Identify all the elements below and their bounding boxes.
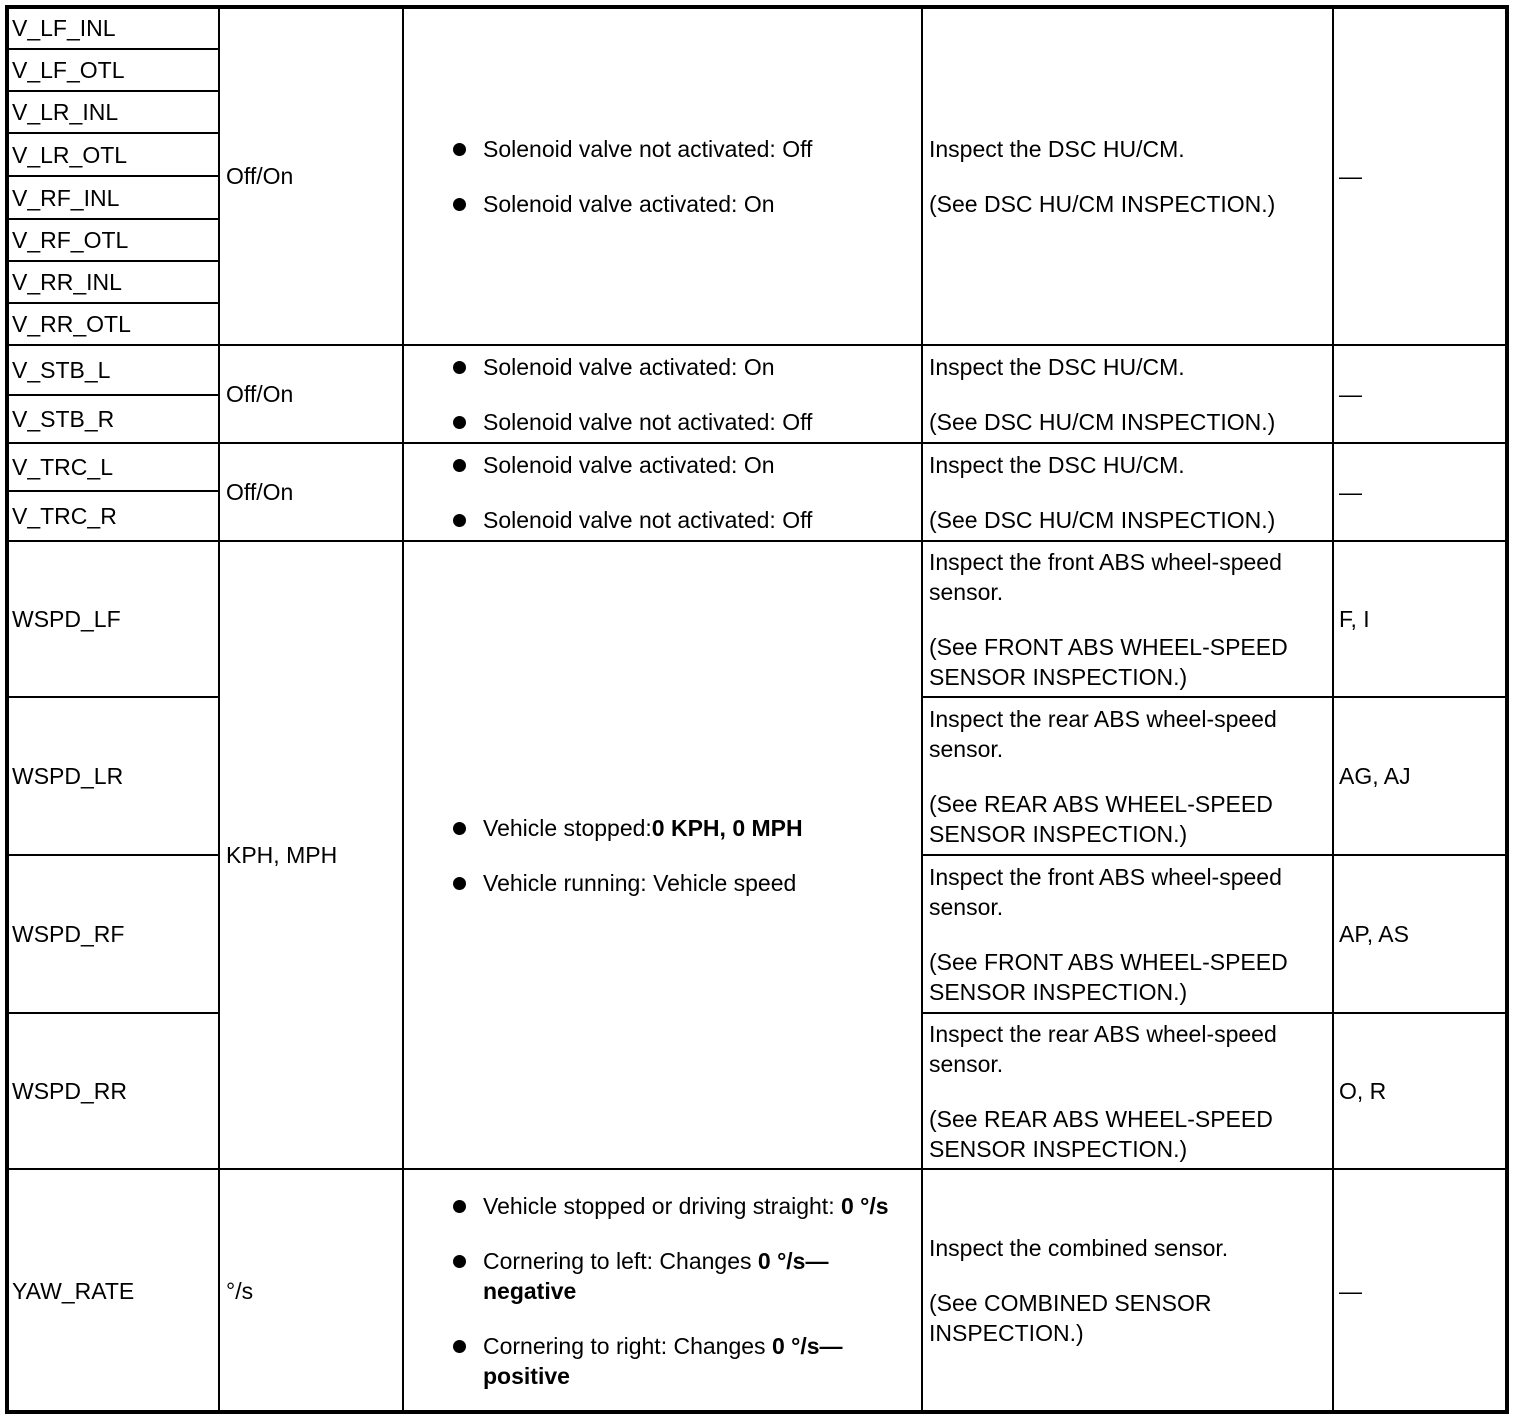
- condition-cell: [403, 345, 922, 443]
- action-cell: [922, 443, 1333, 541]
- condition-text: Vehicle stopped or driving straight:: [483, 1192, 841, 1219]
- condition-item: [483, 813, 912, 843]
- condition-item: [483, 1246, 912, 1306]
- pid-name: V_TRC_L: [12, 454, 113, 480]
- row-border: [7, 175, 219, 177]
- pid-name: V_STB_R: [12, 406, 115, 432]
- action-reference: (See FRONT ABS WHEEL-SPEED SENSOR INSPECTION.): [929, 948, 1288, 1005]
- row-border: [7, 540, 1507, 542]
- action-reference: (See DSC HU/CM INSPECTION.): [929, 190, 1276, 217]
- pid-name: V_RF_INL: [12, 184, 120, 211]
- action-text: Inspect the DSC HU/CM.: [929, 451, 1185, 478]
- dtc-cell: —: [1339, 1277, 1362, 1304]
- dtc-cell: AG, AJ: [1339, 763, 1411, 789]
- action-cell: [922, 855, 1333, 1013]
- row-border: [922, 696, 1507, 698]
- dtc-cell: F, I: [1339, 606, 1370, 632]
- action-cell: [922, 345, 1333, 443]
- action-cell: [922, 697, 1333, 855]
- action-reference: (See DSC HU/CM INSPECTION.): [929, 408, 1276, 435]
- row-border: [7, 218, 219, 220]
- action-reference: (See COMBINED SENSOR INSPECTION.): [929, 1290, 1212, 1346]
- pid-name: V_LR_INL: [12, 99, 119, 125]
- condition-value: 0 °/s: [840, 1192, 889, 1219]
- condition-item: [483, 1331, 912, 1391]
- action-cell: [922, 1169, 1333, 1412]
- row-border: [922, 1012, 1507, 1014]
- action-text: Inspect the rear ABS wheel-speed sensor.: [929, 1020, 1277, 1077]
- column-border: [921, 7, 923, 1412]
- row-border: [7, 302, 219, 304]
- dtc-cell: —: [1339, 163, 1362, 189]
- condition-item: Solenoid valve not activated: Off: [483, 505, 912, 535]
- pid-name: V_LF_INL: [12, 15, 116, 41]
- column-border: [218, 7, 220, 1412]
- row-border: [7, 260, 219, 262]
- condition-value: 0 °/s—negative: [483, 1247, 829, 1304]
- pid-name: WSPD_LR: [12, 763, 124, 789]
- row-border: [5, 1410, 1509, 1414]
- pid-name: WSPD_LF: [12, 606, 121, 632]
- condition-item: [483, 1191, 912, 1221]
- action-reference: (See DSC HU/CM INSPECTION.): [929, 506, 1276, 533]
- dtc-cell: AP, AS: [1339, 921, 1409, 947]
- column-border: [5, 7, 9, 1412]
- action-reference: (See REAR ABS WHEEL-SPEED SENSOR INSPECTION.): [929, 790, 1273, 847]
- condition-cell: [403, 541, 922, 1169]
- row-border: [922, 854, 1507, 856]
- action-text: Inspect the DSC HU/CM.: [929, 353, 1185, 380]
- row-border: [7, 132, 219, 134]
- condition-text: Vehicle stopped:: [483, 814, 652, 841]
- pid-name: V_STB_L: [12, 357, 111, 383]
- action-reference: (See FRONT ABS WHEEL-SPEED SENSOR INSPECTION.): [929, 633, 1288, 690]
- condition-text: Vehicle running: Vehicle speed: [483, 869, 797, 896]
- action-text: Inspect the combined sensor.: [929, 1235, 1229, 1261]
- condition-value: 0 KPH, 0 MPH: [651, 814, 803, 841]
- pid-name: V_LF_OTL: [12, 57, 125, 83]
- condition-item: Solenoid valve activated: On: [483, 352, 912, 382]
- condition-cell: [403, 1169, 922, 1412]
- row-border: [7, 90, 219, 92]
- pid-name: WSPD_RR: [12, 1078, 128, 1104]
- row-border: [7, 490, 219, 492]
- condition-text: Cornering to left: Changes: [483, 1247, 758, 1274]
- column-border: [1505, 7, 1509, 1412]
- row-border: [7, 442, 1507, 444]
- unit-cell: Off/On: [226, 381, 294, 407]
- condition-cell: [403, 7, 922, 345]
- pid-name: V_LR_OTL: [12, 141, 128, 168]
- condition-cell: [403, 443, 922, 541]
- pid-name: YAW_RATE: [12, 1277, 135, 1304]
- action-text: Inspect the front ABS wheel-speed sensor.: [929, 548, 1282, 605]
- condition-item: [483, 868, 912, 898]
- action-cell: [922, 541, 1333, 697]
- dtc-cell: —: [1339, 479, 1362, 505]
- pid-name: V_RR_INL: [12, 269, 122, 295]
- row-border: [7, 48, 219, 50]
- action-text: Inspect the front ABS wheel-speed sensor.: [929, 863, 1282, 920]
- pid-name: V_RR_OTL: [12, 311, 131, 337]
- row-border: [7, 1012, 219, 1014]
- action-text: Inspect the rear ABS wheel-speed sensor.: [929, 705, 1277, 762]
- column-border: [1332, 7, 1334, 1412]
- condition-item: Solenoid valve activated: On: [483, 189, 912, 219]
- condition-value: 0 °/s—positive: [483, 1332, 843, 1389]
- row-border: [7, 344, 1507, 346]
- action-text: Inspect the DSC HU/CM.: [929, 135, 1185, 162]
- column-border: [402, 7, 404, 1412]
- unit-cell: Off/On: [226, 163, 294, 189]
- pid-name: V_TRC_R: [12, 503, 117, 529]
- condition-item: Solenoid valve not activated: Off: [483, 134, 912, 164]
- row-border: [7, 394, 219, 396]
- condition-item: Solenoid valve activated: On: [483, 450, 912, 480]
- action-cell: [922, 7, 1333, 345]
- condition-text: Cornering to right: Changes: [483, 1332, 772, 1359]
- action-cell: [922, 1013, 1333, 1169]
- row-border: [5, 5, 1509, 9]
- dtc-cell: —: [1339, 381, 1362, 407]
- unit-cell: °/s: [226, 1277, 254, 1304]
- row-border: [7, 854, 219, 856]
- row-border: [7, 696, 219, 698]
- row-border: [7, 1168, 1507, 1170]
- condition-item: Solenoid valve not activated: Off: [483, 407, 912, 437]
- unit-cell: Off/On: [226, 479, 294, 505]
- action-reference: (See REAR ABS WHEEL-SPEED SENSOR INSPECTION.): [929, 1105, 1273, 1162]
- pid-name: WSPD_RF: [12, 921, 125, 947]
- dtc-cell: O, R: [1339, 1078, 1387, 1104]
- pid-name: V_RF_OTL: [12, 227, 129, 253]
- unit-cell: KPH, MPH: [226, 842, 338, 868]
